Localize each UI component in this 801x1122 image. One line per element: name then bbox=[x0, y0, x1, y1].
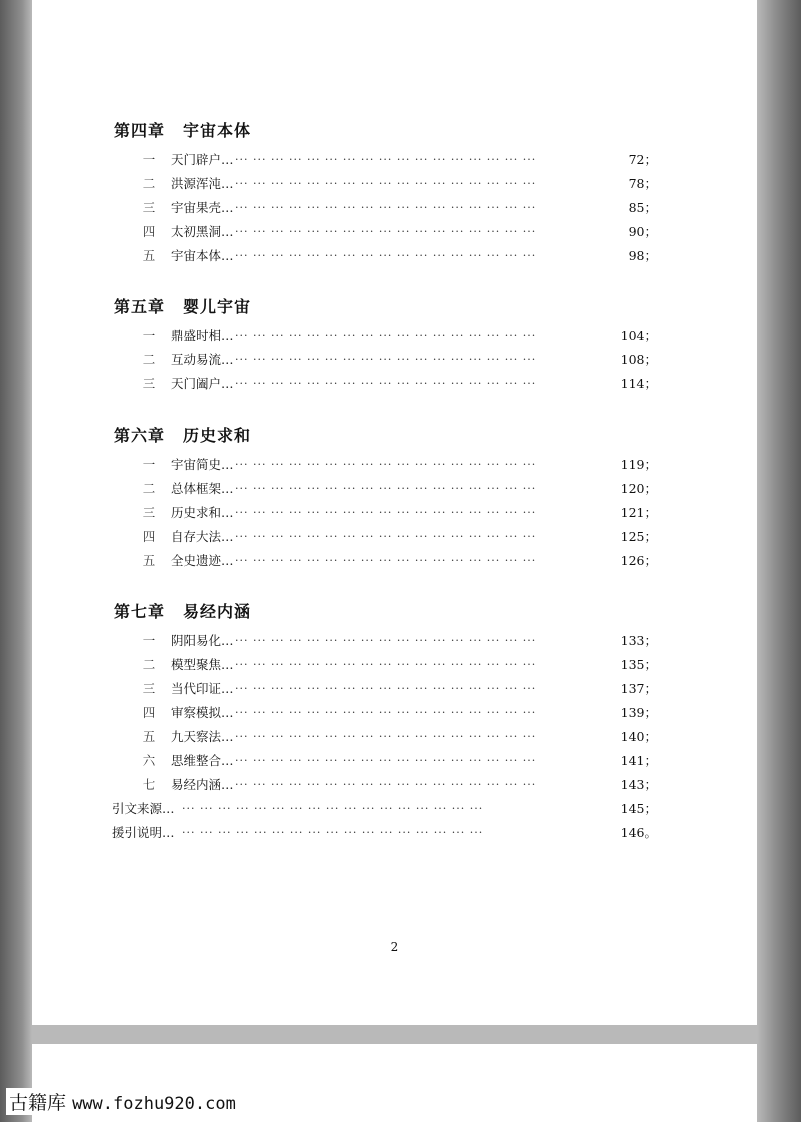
chapter-title: 易经内涵 bbox=[183, 602, 252, 621]
chapter-title: 宇宙本体 bbox=[183, 121, 252, 140]
dot-leader: ··· ··· ··· ··· ··· ··· ··· ··· ··· ··· ··· ··· ··· ··· ··· ··· ··· bbox=[235, 482, 537, 495]
entry-page: 139； bbox=[620, 705, 657, 720]
entry-index: 四 bbox=[142, 224, 156, 239]
entry-title: 审察模拟… bbox=[171, 705, 234, 720]
entry-page: 104； bbox=[620, 328, 657, 343]
entry-page: 90； bbox=[628, 224, 657, 239]
entry-index: 二 bbox=[142, 176, 156, 191]
entry-page: 72； bbox=[628, 152, 657, 167]
entry-index: 五 bbox=[142, 729, 156, 744]
chapter-heading bbox=[114, 423, 251, 446]
dot-leader: ··· ··· ··· ··· ··· ··· ··· ··· ··· ··· ··· ··· ··· ··· ··· ··· ··· bbox=[235, 754, 537, 767]
entry-title: 引文来源… bbox=[112, 801, 175, 816]
watermark bbox=[6, 1088, 239, 1115]
entry-index: 三 bbox=[142, 376, 156, 391]
entry-index: 三 bbox=[142, 505, 156, 520]
entry-page: 145； bbox=[620, 801, 657, 816]
entry-page: 140； bbox=[620, 729, 657, 744]
toc-entry[interactable] bbox=[112, 456, 657, 474]
chapter-number: 第七章 bbox=[114, 602, 166, 621]
dot-leader: ··· ··· ··· ··· ··· ··· ··· ··· ··· ··· ··· ··· ··· ··· ··· ··· ··· bbox=[235, 329, 537, 342]
chapter-number: 第五章 bbox=[114, 297, 166, 316]
dot-leader: ··· ··· ··· ··· ··· ··· ··· ··· ··· ··· ··· ··· ··· ··· ··· ··· ··· bbox=[235, 458, 537, 471]
entry-title: 宇宙简史… bbox=[171, 457, 234, 472]
entry-page: 137； bbox=[620, 681, 657, 696]
entry-title: 当代印证… bbox=[171, 681, 234, 696]
toc-entry[interactable] bbox=[112, 776, 657, 794]
watermark-brand: 古籍库 bbox=[9, 1092, 67, 1114]
entry-title: 太初黑洞… bbox=[171, 224, 234, 239]
entry-index: 一 bbox=[142, 152, 156, 167]
dot-leader: ··· ··· ··· ··· ··· ··· ··· ··· ··· ··· ··· ··· ··· ··· ··· ··· ··· bbox=[235, 153, 537, 166]
watermark-site: www.fozhu920.com bbox=[72, 1094, 236, 1114]
entry-title: 易经内涵… bbox=[171, 777, 234, 792]
dot-leader: ··· ··· ··· ··· ··· ··· ··· ··· ··· ··· ··· ··· ··· ··· ··· ··· ··· bbox=[235, 554, 537, 567]
entry-title: 天门辟户… bbox=[171, 152, 234, 167]
entry-page: 121； bbox=[620, 505, 657, 520]
entry-page: 98； bbox=[628, 248, 657, 263]
entry-index: 七 bbox=[142, 777, 156, 792]
entry-title: 互动易流… bbox=[171, 352, 234, 367]
entry-page: 114； bbox=[620, 376, 657, 391]
entry-index: 一 bbox=[142, 328, 156, 343]
toc-entry[interactable] bbox=[112, 632, 657, 650]
entry-page: 125； bbox=[620, 529, 657, 544]
toc-entry[interactable] bbox=[112, 327, 657, 345]
entry-index: 四 bbox=[142, 529, 156, 544]
dot-leader: ··· ··· ··· ··· ··· ··· ··· ··· ··· ··· ··· ··· ··· ··· ··· ··· ··· bbox=[235, 377, 537, 390]
entry-title: 历史求和… bbox=[171, 505, 234, 520]
toc-entry[interactable] bbox=[112, 480, 657, 498]
toc-entry[interactable] bbox=[112, 199, 657, 217]
toc-entry[interactable] bbox=[112, 247, 657, 265]
entry-index: 二 bbox=[142, 481, 156, 496]
entry-page: 143； bbox=[620, 777, 657, 792]
entry-index: 三 bbox=[142, 200, 156, 215]
toc-entry[interactable] bbox=[112, 223, 657, 241]
dot-leader: ··· ··· ··· ··· ··· ··· ··· ··· ··· ··· ··· ··· ··· ··· ··· ··· ··· bbox=[235, 658, 537, 671]
dot-leader: ··· ··· ··· ··· ··· ··· ··· ··· ··· ··· ··· ··· ··· ··· ··· ··· ··· bbox=[235, 530, 537, 543]
dot-leader: ··· ··· ··· ··· ··· ··· ··· ··· ··· ··· ··· ··· ··· ··· ··· ··· ··· bbox=[182, 802, 484, 815]
entry-title: 总体框架… bbox=[171, 481, 234, 496]
toc-entry[interactable] bbox=[112, 375, 657, 393]
dot-leader: ··· ··· ··· ··· ··· ··· ··· ··· ··· ··· ··· ··· ··· ··· ··· ··· ··· bbox=[235, 177, 537, 190]
entry-title: 九天察法… bbox=[171, 729, 234, 744]
entry-index: 五 bbox=[142, 248, 156, 263]
toc-appendix-entry[interactable] bbox=[112, 800, 657, 818]
toc-entry[interactable] bbox=[112, 151, 657, 169]
entry-page: 85； bbox=[628, 200, 657, 215]
dot-leader: ··· ··· ··· ··· ··· ··· ··· ··· ··· ··· ··· ··· ··· ··· ··· ··· ··· bbox=[235, 778, 537, 791]
chapter-heading bbox=[114, 118, 251, 141]
entry-page: 119； bbox=[620, 457, 657, 472]
page-number: 2 bbox=[390, 940, 399, 954]
entry-index: 三 bbox=[142, 681, 156, 696]
entry-index: 五 bbox=[142, 553, 156, 568]
chapter-title: 历史求和 bbox=[183, 426, 252, 445]
entry-page: 120； bbox=[620, 481, 657, 496]
chapter-heading bbox=[114, 599, 251, 622]
entry-page: 78； bbox=[628, 176, 657, 191]
entry-page: 146。 bbox=[620, 825, 657, 840]
entry-title: 洪源浑沌… bbox=[171, 176, 234, 191]
entry-title: 思维整合… bbox=[171, 753, 234, 768]
toc-entry[interactable] bbox=[112, 704, 657, 722]
dot-leader: ··· ··· ··· ··· ··· ··· ··· ··· ··· ··· ··· ··· ··· ··· ··· ··· ··· bbox=[235, 353, 537, 366]
entry-page: 108； bbox=[620, 352, 657, 367]
toc-entry[interactable] bbox=[112, 504, 657, 522]
entry-index: 一 bbox=[142, 457, 156, 472]
entry-index: 二 bbox=[142, 352, 156, 367]
entry-index: 一 bbox=[142, 633, 156, 648]
toc-entry[interactable] bbox=[112, 656, 657, 674]
toc-appendix-entry[interactable] bbox=[112, 824, 657, 842]
toc-entry[interactable] bbox=[112, 552, 657, 570]
dot-leader: ··· ··· ··· ··· ··· ··· ··· ··· ··· ··· ··· ··· ··· ··· ··· ··· ··· bbox=[235, 225, 537, 238]
toc-entry[interactable] bbox=[112, 528, 657, 546]
chapter-title: 婴儿宇宙 bbox=[183, 297, 252, 316]
dot-leader: ··· ··· ··· ··· ··· ··· ··· ··· ··· ··· ··· ··· ··· ··· ··· ··· ··· bbox=[235, 249, 537, 262]
entry-index: 四 bbox=[142, 705, 156, 720]
entry-index: 二 bbox=[142, 657, 156, 672]
chapter-number: 第六章 bbox=[114, 426, 166, 445]
dot-leader: ··· ··· ··· ··· ··· ··· ··· ··· ··· ··· ··· ··· ··· ··· ··· ··· ··· bbox=[235, 682, 537, 695]
entry-title: 全史遗迹… bbox=[171, 553, 234, 568]
dot-leader: ··· ··· ··· ··· ··· ··· ··· ··· ··· ··· ··· ··· ··· ··· ··· ··· ··· bbox=[235, 201, 537, 214]
dot-leader: ··· ··· ··· ··· ··· ··· ··· ··· ··· ··· ··· ··· ··· ··· ··· ··· ··· bbox=[235, 706, 537, 719]
dot-leader: ··· ··· ··· ··· ··· ··· ··· ··· ··· ··· ··· ··· ··· ··· ··· ··· ··· bbox=[235, 506, 537, 519]
entry-page: 135； bbox=[620, 657, 657, 672]
entry-page: 126； bbox=[620, 553, 657, 568]
entry-title: 宇宙本体… bbox=[171, 248, 234, 263]
document-page bbox=[32, 0, 757, 1025]
chapter-number: 第四章 bbox=[114, 121, 166, 140]
entry-title: 鼎盛时相… bbox=[171, 328, 234, 343]
entry-title: 自存大法… bbox=[171, 529, 234, 544]
entry-title: 阴阳易化… bbox=[171, 633, 234, 648]
entry-title: 援引说明… bbox=[112, 825, 175, 840]
entry-title: 模型聚焦… bbox=[171, 657, 234, 672]
entry-index: 六 bbox=[142, 753, 156, 768]
dot-leader: ··· ··· ··· ··· ··· ··· ··· ··· ··· ··· ··· ··· ··· ··· ··· ··· ··· bbox=[235, 634, 537, 647]
toc-entry[interactable] bbox=[112, 680, 657, 698]
entry-page: 133； bbox=[620, 633, 657, 648]
toc-entry[interactable] bbox=[112, 752, 657, 770]
toc-entry[interactable] bbox=[112, 351, 657, 369]
toc-entry[interactable] bbox=[112, 728, 657, 746]
dot-leader: ··· ··· ··· ··· ··· ··· ··· ··· ··· ··· ··· ··· ··· ··· ··· ··· ··· bbox=[182, 826, 484, 839]
entry-title: 宇宙果壳… bbox=[171, 200, 234, 215]
entry-title: 天门阖户… bbox=[171, 376, 234, 391]
toc-entry[interactable] bbox=[112, 175, 657, 193]
chapter-heading bbox=[114, 294, 251, 317]
entry-page: 141； bbox=[620, 753, 657, 768]
dot-leader: ··· ··· ··· ··· ··· ··· ··· ··· ··· ··· ··· ··· ··· ··· ··· ··· ··· bbox=[235, 730, 537, 743]
